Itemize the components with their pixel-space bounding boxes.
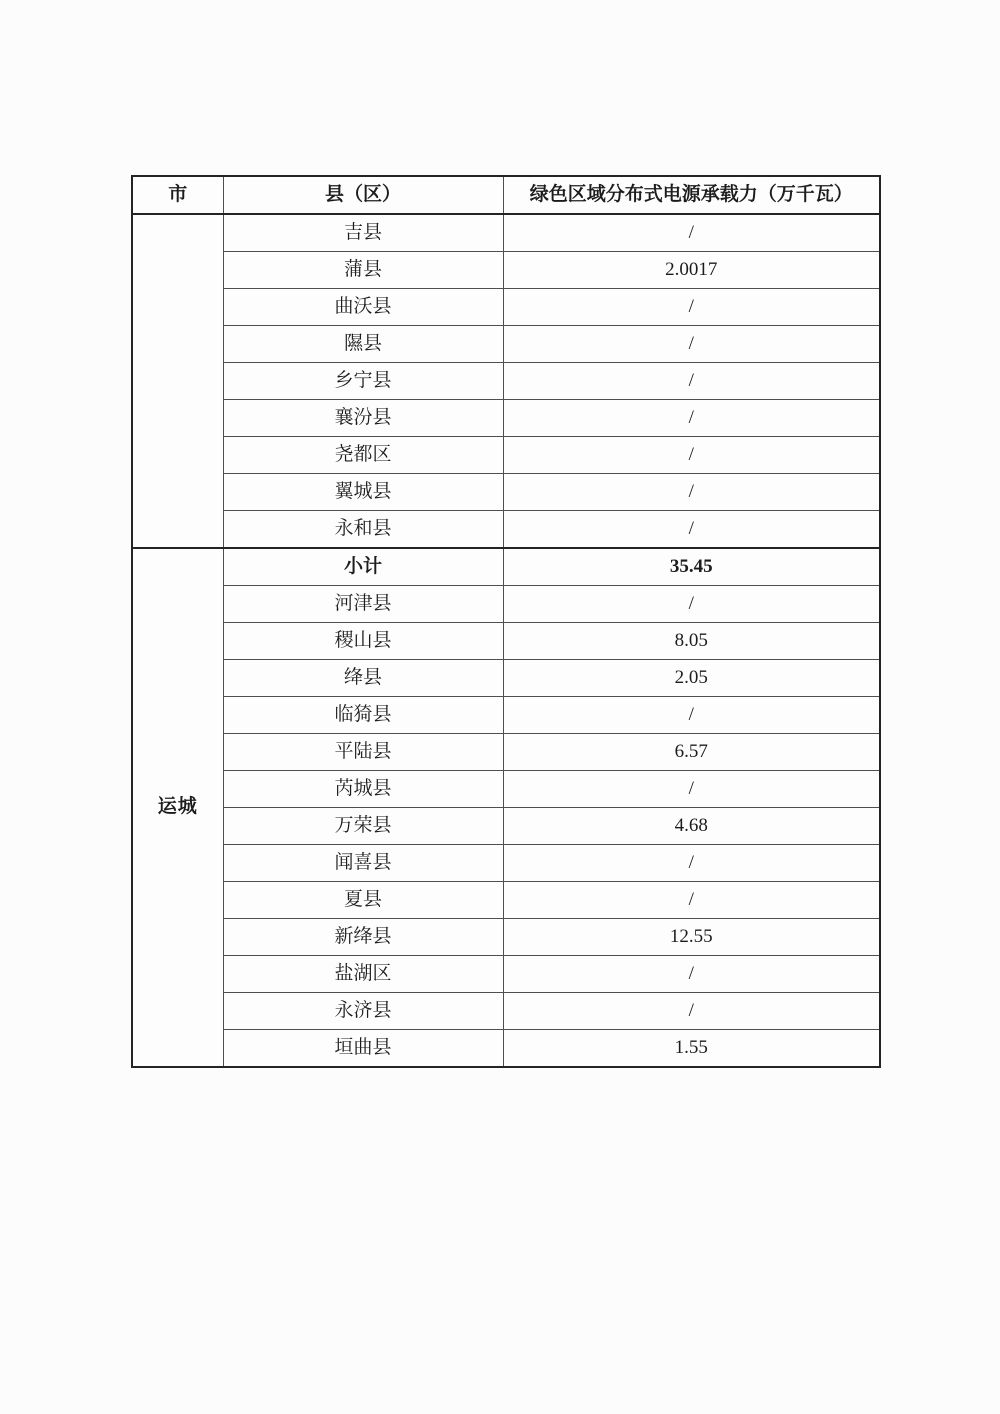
table-row [132,993,880,1030]
table-row [132,697,880,734]
power-capacity-table [131,175,881,1068]
value-cell: / [503,956,880,993]
county-cell: 尧都区 [223,437,503,474]
table-row [132,252,880,289]
value-cell: 2.05 [503,660,880,697]
county-cell: 隰县 [223,326,503,363]
county-cell: 芮城县 [223,771,503,808]
table-row [132,474,880,511]
table-row [132,437,880,474]
table-row [132,214,880,252]
county-cell: 新绛县 [223,919,503,956]
county-cell: 闻喜县 [223,845,503,882]
county-cell: 河津县 [223,586,503,623]
value-cell: 1.55 [503,1030,880,1068]
table-row [132,956,880,993]
county-cell: 万荣县 [223,808,503,845]
county-cell: 永和县 [223,511,503,549]
value-cell: 2.0017 [503,252,880,289]
table-row [132,1030,880,1068]
value-cell: / [503,326,880,363]
value-cell: / [503,845,880,882]
county-cell: 稷山县 [223,623,503,660]
table-row [132,363,880,400]
header-county: 县（区） [223,176,503,214]
table-header [132,176,880,214]
table-row [132,511,880,549]
county-cell: 绛县 [223,660,503,697]
table-row [132,882,880,919]
header-row [132,176,880,214]
county-cell: 襄汾县 [223,400,503,437]
value-cell: 35.45 [503,548,880,586]
table-row [132,808,880,845]
value-cell: / [503,400,880,437]
table-body [132,214,880,1067]
county-cell: 翼城县 [223,474,503,511]
header-capacity: 绿色区域分布式电源承载力（万千瓦） [503,176,880,214]
county-cell: 临猗县 [223,697,503,734]
table-row [132,771,880,808]
value-cell: / [503,214,880,252]
value-cell: / [503,993,880,1030]
table-row [132,845,880,882]
value-cell: / [503,437,880,474]
table-row [132,548,880,586]
county-cell: 吉县 [223,214,503,252]
value-cell: 4.68 [503,808,880,845]
table-row [132,919,880,956]
value-cell: 8.05 [503,623,880,660]
county-cell: 盐湖区 [223,956,503,993]
value-cell: / [503,697,880,734]
city-cell: 运城 [132,548,223,1067]
value-cell: / [503,586,880,623]
table-row [132,660,880,697]
table-row [132,734,880,771]
value-cell: 6.57 [503,734,880,771]
county-cell: 蒲县 [223,252,503,289]
county-cell: 平陆县 [223,734,503,771]
value-cell: 12.55 [503,919,880,956]
table-row [132,623,880,660]
value-cell: / [503,474,880,511]
county-cell: 曲沃县 [223,289,503,326]
table-row [132,326,880,363]
county-cell: 乡宁县 [223,363,503,400]
table-row [132,400,880,437]
value-cell: / [503,882,880,919]
value-cell: / [503,289,880,326]
value-cell: / [503,511,880,549]
table-row [132,289,880,326]
county-cell: 小计 [223,548,503,586]
county-cell: 夏县 [223,882,503,919]
city-cell [132,214,223,548]
header-city: 市 [132,176,223,214]
value-cell: / [503,771,880,808]
county-cell: 永济县 [223,993,503,1030]
county-cell: 垣曲县 [223,1030,503,1068]
value-cell: / [503,363,880,400]
table-row [132,586,880,623]
